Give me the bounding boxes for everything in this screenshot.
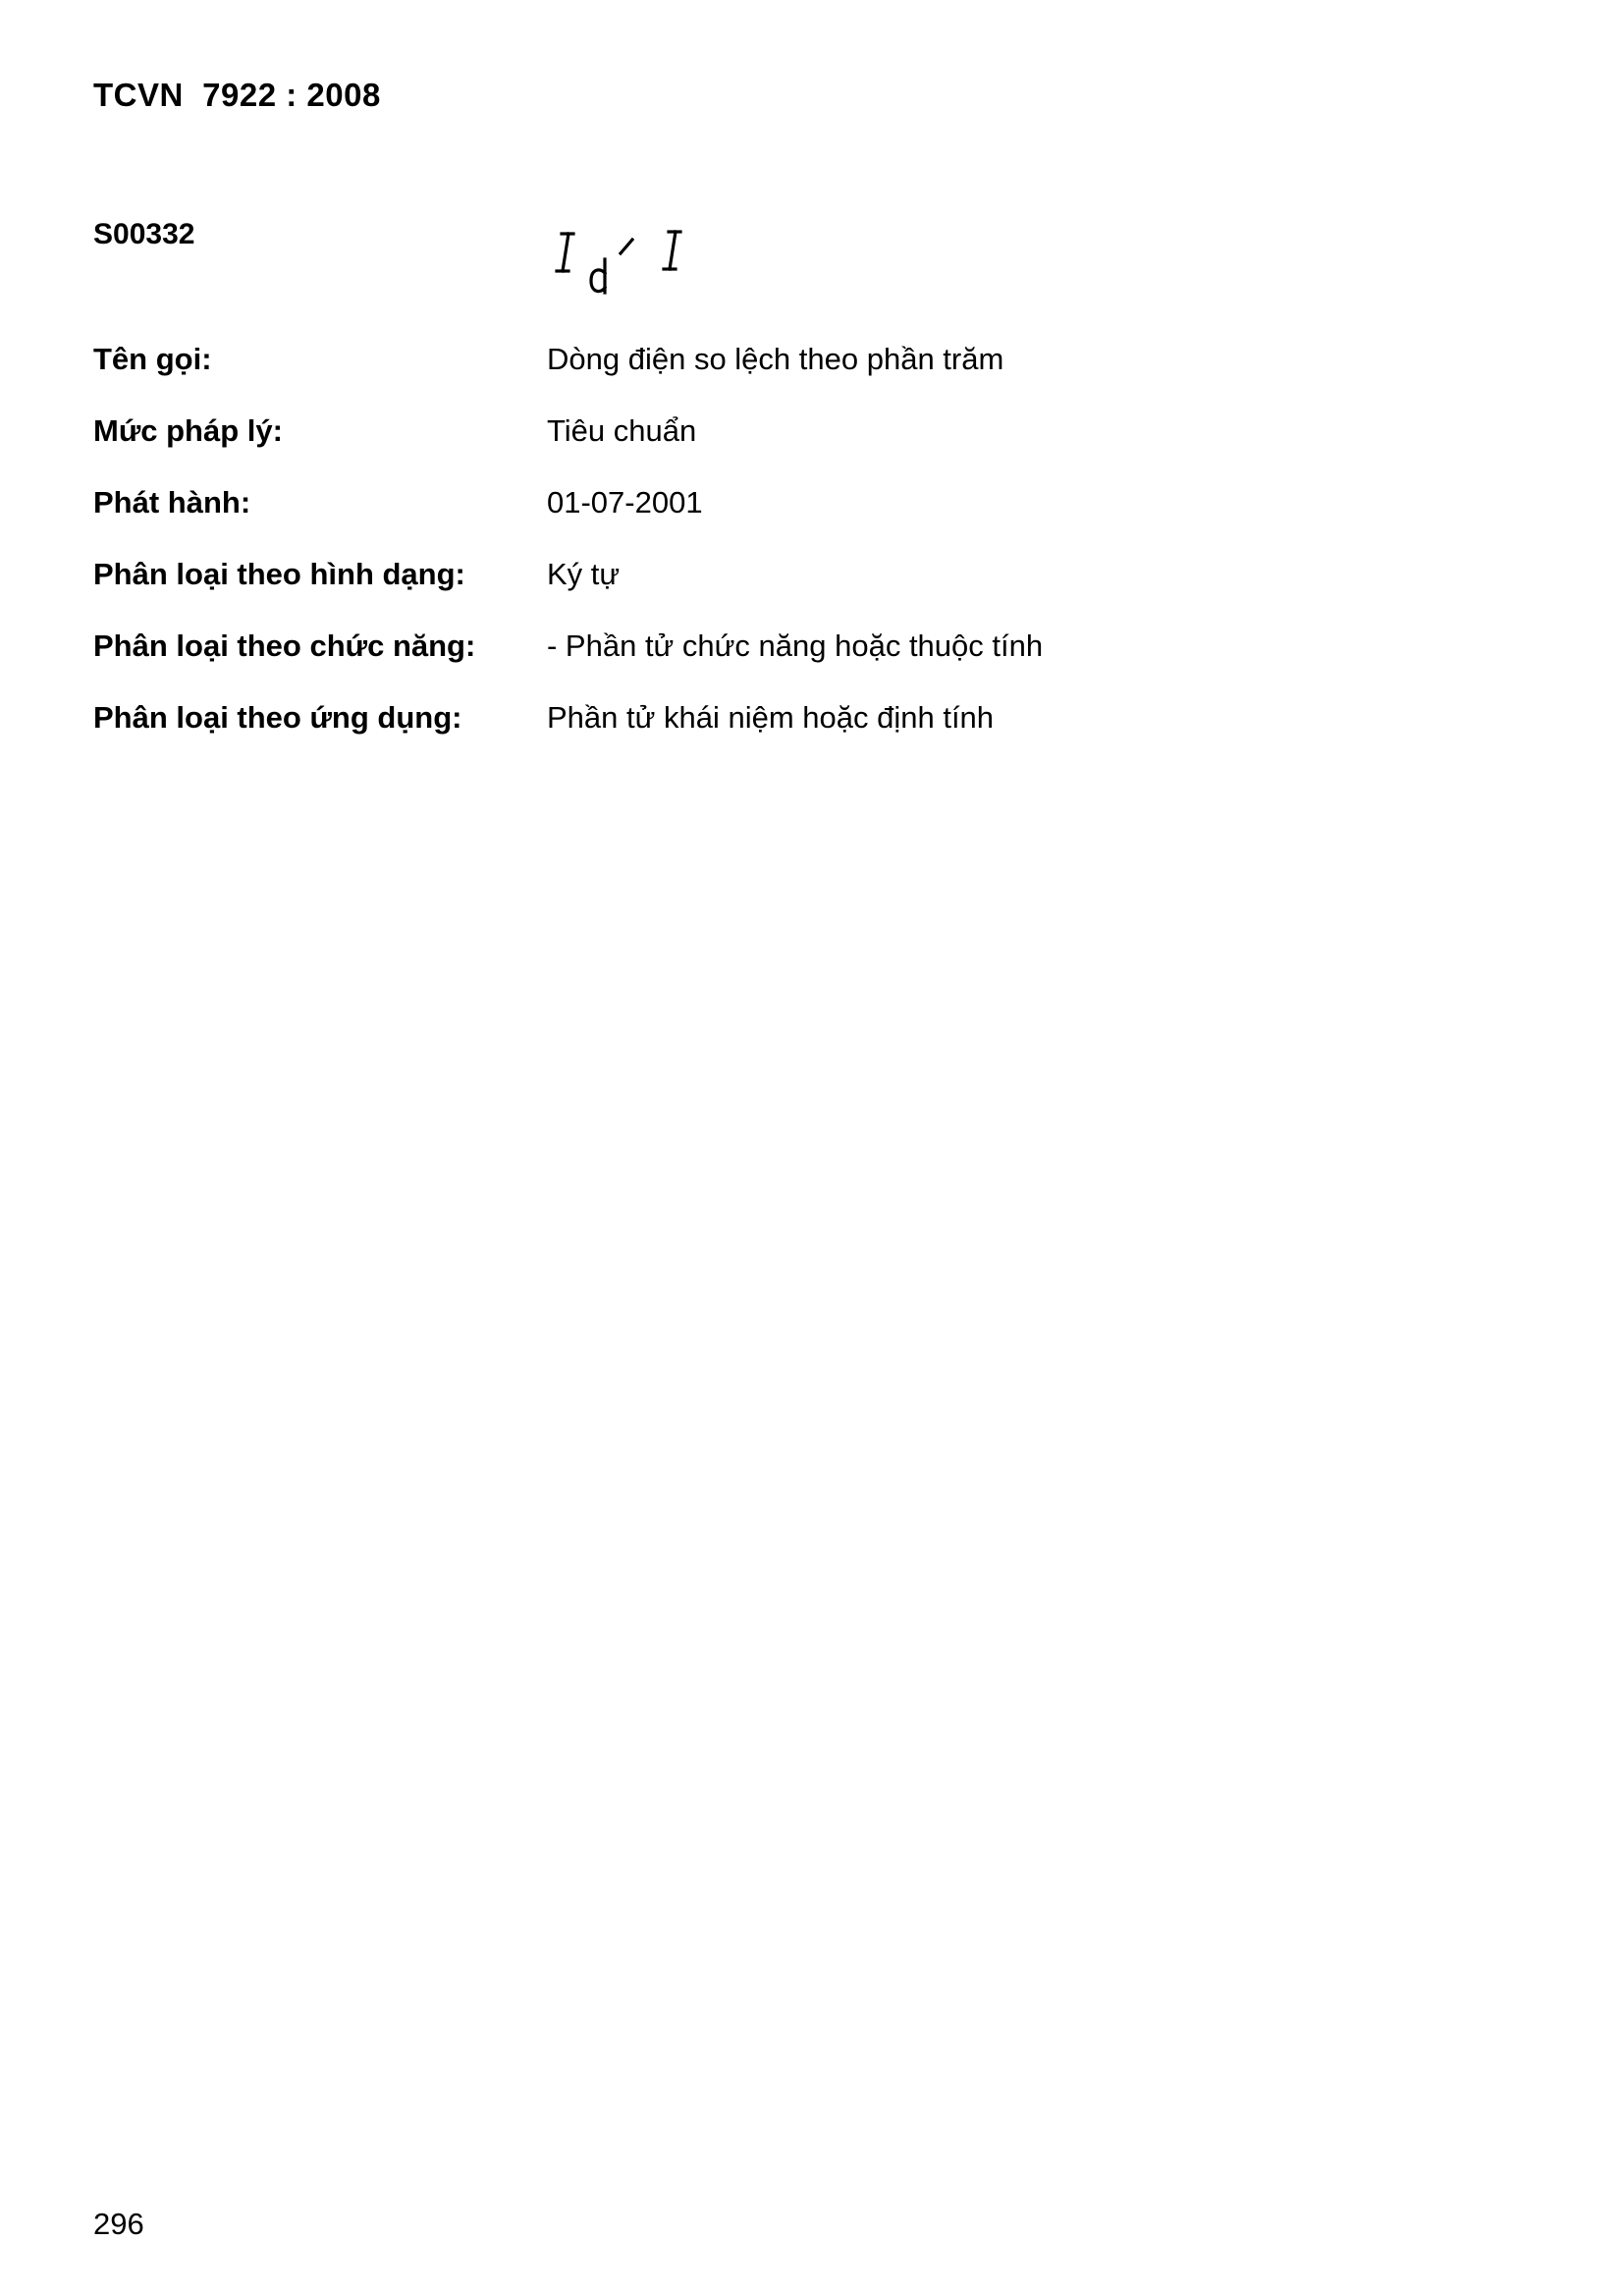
- field-value: Tiêu chuẩn: [547, 413, 697, 448]
- field-value: Dòng điện so lệch theo phần trăm: [547, 342, 1004, 376]
- document-header: TCVN 7922 : 2008: [93, 77, 381, 113]
- field-label: Mức pháp lý:: [93, 413, 283, 448]
- field-row-shape-classification: [93, 557, 1468, 600]
- field-row-name: [93, 342, 1468, 385]
- field-row-legal-level: [93, 413, 1468, 457]
- symbol-graphic: [550, 222, 717, 301]
- field-label: Phân loại theo hình dạng:: [93, 557, 465, 591]
- symbol-code: S00332: [93, 218, 195, 250]
- symbol-subscript-d: [591, 259, 605, 293]
- field-label: Tên gọi:: [93, 342, 212, 376]
- symbol-slash: [621, 240, 632, 253]
- field-row-function-classification: [93, 629, 1468, 672]
- symbol-letter-i-2: [664, 232, 680, 269]
- field-label: Phân loại theo ứng dụng:: [93, 700, 462, 735]
- page-number: 296: [93, 2207, 144, 2241]
- field-row-application-classification: [93, 700, 1468, 743]
- field-value: Ký tự: [547, 557, 621, 591]
- field-label: Phát hành:: [93, 485, 251, 519]
- field-value: 01-07-2001: [547, 485, 703, 519]
- symbol-letter-i-1: [557, 234, 573, 271]
- field-value: - Phần tử chức năng hoặc thuộc tính: [547, 629, 1044, 663]
- field-row-issued: [93, 485, 1468, 528]
- field-value: Phần tử khái niệm hoặc định tính: [547, 700, 995, 735]
- field-label: Phân loại theo chức năng:: [93, 629, 476, 663]
